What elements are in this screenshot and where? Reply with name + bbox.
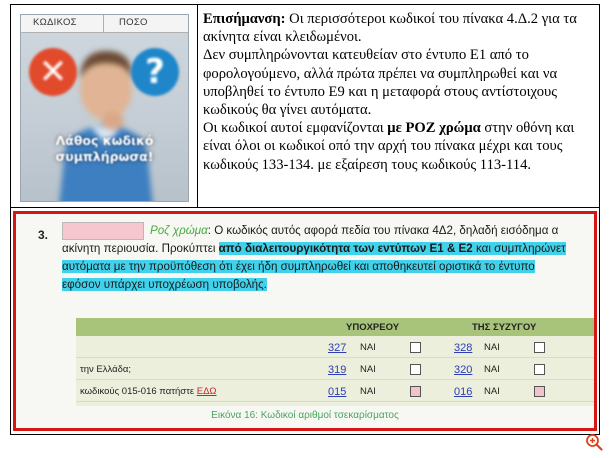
notice-text-1: Οι περισσότεροι κωδικοί του πίνακα 4.Δ.2 για τα ακίνητα είναι κλειδωμένοι. [203,11,577,46]
spouse-checkbox[interactable] [534,342,545,353]
table-row [76,338,596,358]
notice-text-3c: στην οθόνη και είναι όλοι οι κωδικοί οπό την αρχή του πίνακα μέχρι και τους κωδικούς 133-134. με εξαίρεση τους κωδικούς 113-114. [203,120,575,173]
line2-text: ακίνητη περιουσία. Προκύπτει [62,242,219,255]
obliged-checkbox[interactable] [410,386,421,397]
code-link[interactable]: 320 [454,364,473,376]
explanation-line-3 [62,258,597,276]
yes-label: ΝΑΙ [484,386,500,397]
header-spouse: ΤΗΣ ΣΥΖΥΓΟΥ [472,322,537,333]
layout-table [10,4,600,435]
roz-color-label: Ροζ χρώμα [150,224,208,237]
form-screenshot [13,211,597,431]
notice-cell [199,5,599,208]
explanation-line-4 [62,276,597,294]
figure-caption: Εικόνα 16: Κωδικοί αριθμοί τσεκαρίσματος [211,410,399,421]
illustration-caption-line1: Λάθος κωδικό [55,133,154,148]
row-label [80,386,217,397]
spouse-checkbox[interactable] [534,364,545,375]
illustration-col-code: ΚΩΔΙΚΟΣ [33,17,77,28]
code-link[interactable]: 319 [328,364,347,376]
line3-highlight: αυτόματα με την προϋπόθεση ότι έχει ήδη συμπληρωθεί και αποθηκευτεί οριστικά το έντυπο [62,260,535,273]
code-link[interactable]: 328 [454,342,473,354]
yes-label: ΝΑΙ [360,386,376,397]
code-link[interactable]: 016 [454,386,473,398]
top-row [11,5,599,208]
explanation-paragraph [62,222,597,294]
row-label: την Ελλάδα; [80,364,132,375]
illustration-col-amount: ΠΟΣΟ [119,17,148,28]
row-label-text: κωδικούς 015-016 πατήστε [80,386,197,397]
table-row [76,360,596,380]
yes-label: ΝΑΙ [484,364,500,375]
question-mark-icon: ? [131,48,179,96]
notice-label: Επισήμανση: [203,11,286,27]
image-cell [11,5,198,208]
yes-label: ΝΑΙ [360,364,376,375]
line1-text: : Ο κωδικός αυτός αφορά πεδία του πίνακα 4Δ2, δηλαδή εισόδημα α [207,224,559,237]
illustration-caption-line2: συμπλήρωσα! [55,149,154,164]
checkbox-grid [76,318,596,406]
code-link[interactable]: 327 [328,342,347,354]
spouse-checkbox[interactable] [534,386,545,397]
illustration-caption [21,133,188,165]
obliged-checkbox[interactable] [410,364,421,375]
wrong-x-icon: ✕ [29,48,77,96]
line2-highlight: από διαλειτουργικότητα των εντύπων Ε1 & Ε2 [218,242,473,255]
notice-text [203,10,593,174]
notice-text-3b: με ΡΟΖ χρώμα [387,120,481,137]
obliged-checkbox[interactable] [410,342,421,353]
notice-text-2: Δεν συμπληρώνονται κατευθείαν στο έντυπο Ε1 από το φορολογούμενο, αλλά πρώτα πρέπει να συμπληρωθεί και να υποβληθεί το έντυπο Ε9 και η μεταφορά στους αντίστοιχους κωδικούς θα γίνει αυτόματα. [203,47,558,119]
table-row [76,382,596,402]
explanation-line-2 [62,240,597,258]
here-link[interactable]: ΕΔΩ [196,386,217,397]
code-link[interactable]: 015 [328,386,347,398]
item-number: 3. [38,228,49,242]
notice-text-3a: Οι κωδικοί αυτοί εμφανίζονται [203,120,388,137]
illustration-divider [103,15,104,33]
header-obliged: ΥΠΟΧΡΕΟΥ [346,322,400,333]
bottom-row [11,209,599,434]
line2-highlight-tail: και συμπληρώνετ [472,242,566,255]
illustration-header [21,15,188,33]
yes-label: ΝΑΙ [360,342,376,353]
yes-label: ΝΑΙ [484,342,500,353]
zoom-in-icon[interactable] [585,433,603,451]
line4-highlight: εφόσον υπάρχει υποχρέωση υποβολής. [62,278,267,291]
explanation-line-1 [62,222,597,240]
wrong-code-illustration [20,14,189,202]
grid-header [76,318,596,336]
